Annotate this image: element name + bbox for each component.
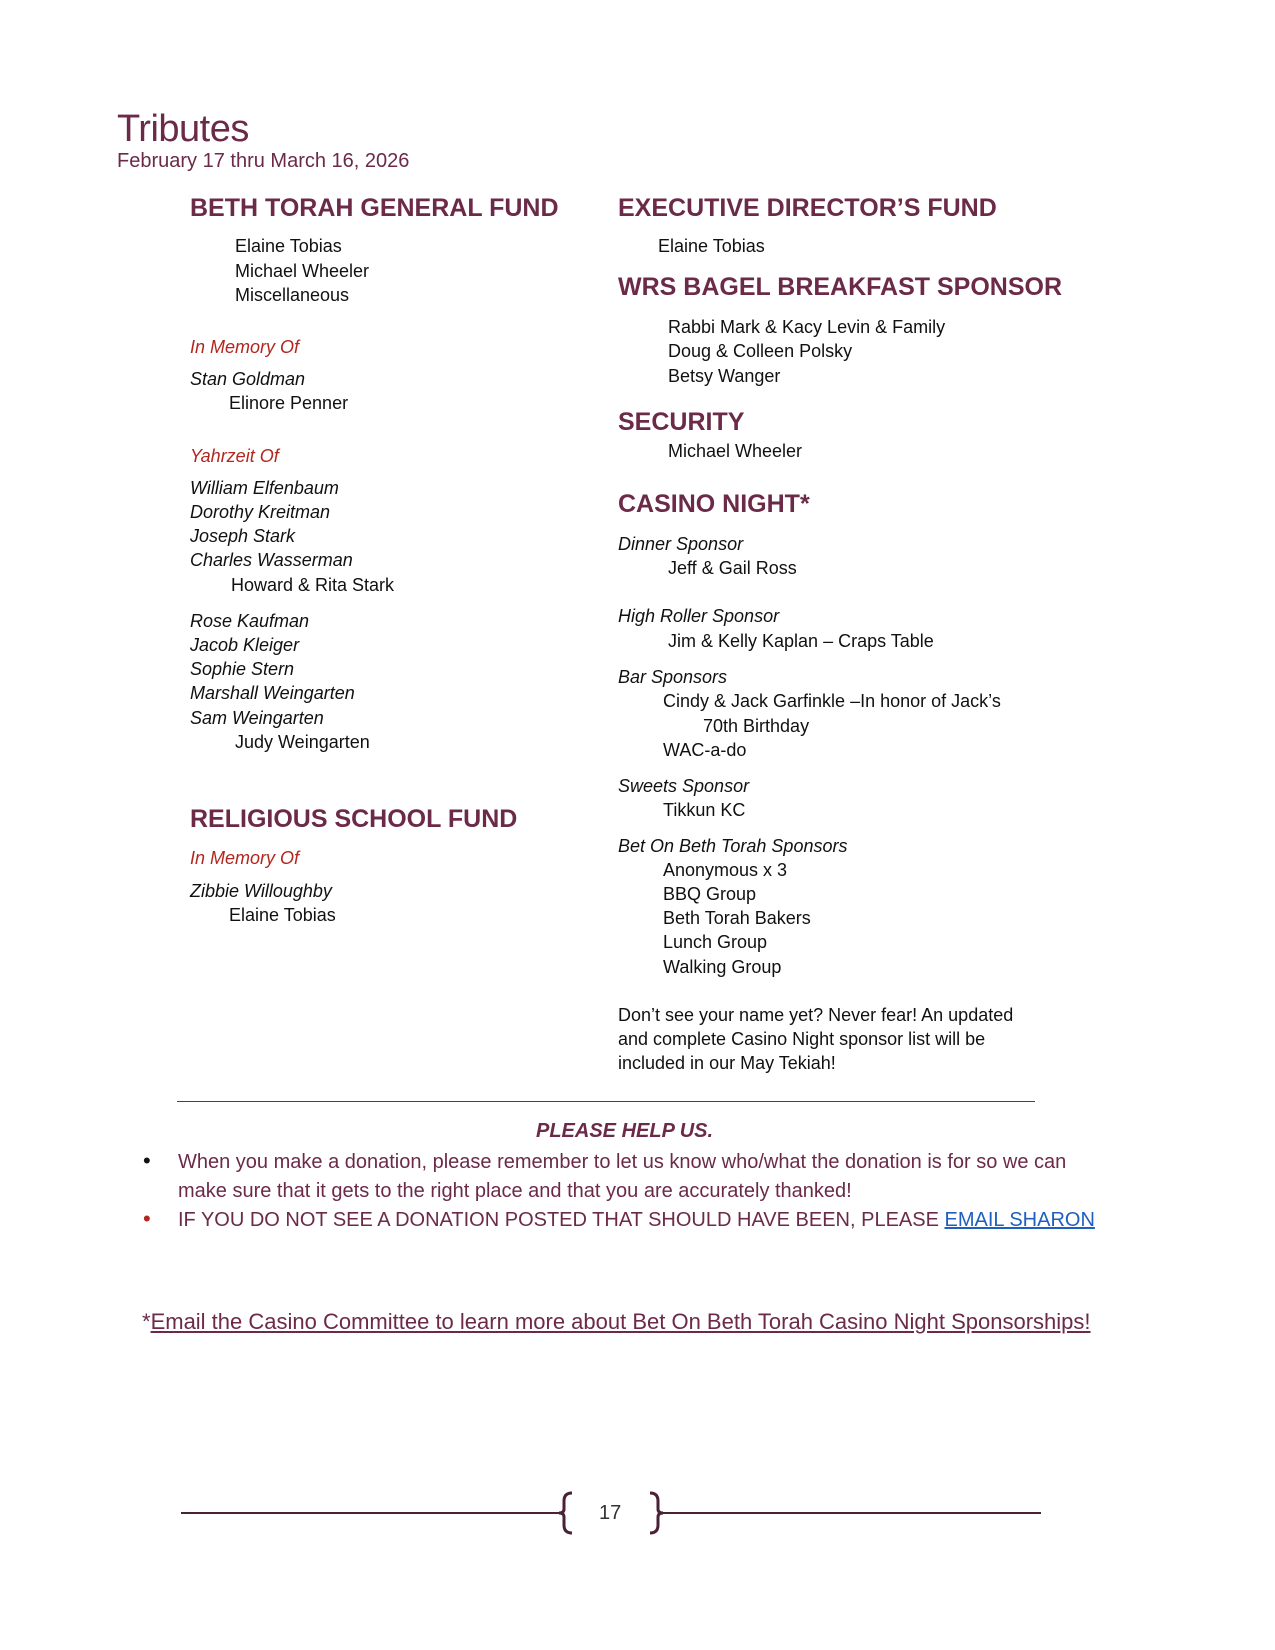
- yahrzeit-donor: Judy Weingarten: [235, 732, 370, 752]
- in-memory-label: In Memory Of: [190, 337, 300, 357]
- memory-donor: Elinore Penner: [229, 393, 349, 413]
- bet-sponsor-donor: Anonymous x 3: [663, 860, 788, 880]
- general-fund-donor: Elaine Tobias: [235, 236, 342, 256]
- section-divider: [177, 1101, 1035, 1102]
- bet-sponsor-donor: Beth Torah Bakers: [663, 908, 811, 928]
- memory-honoree: Stan Goldman: [190, 369, 306, 389]
- bar-sponsor-donor: Cindy & Jack Garfinkle –In honor of Jack’s: [663, 691, 1001, 711]
- general-fund-heading: BETH TORAH GENERAL FUND: [190, 194, 559, 222]
- bagel-donor: Doug & Colleen Polsky: [668, 341, 853, 361]
- high-roller-donor: Jim & Kelly Kaplan – Craps Table: [668, 631, 934, 651]
- casino-committee-note: [142, 1309, 1091, 1335]
- memory-honoree: Zibbie Willoughby: [190, 881, 332, 901]
- yahrzeit-honoree: Dorothy Kreitman: [190, 502, 331, 522]
- page-number: 17: [599, 1502, 622, 1524]
- high-roller-label: High Roller Sponsor: [618, 606, 780, 626]
- casino-note-line: included in our May Tekiah!: [618, 1053, 836, 1073]
- date-range: February 17 thru March 16, 2026: [117, 150, 410, 172]
- bet-sponsors-label: Bet On Beth Torah Sponsors: [618, 836, 848, 856]
- footer-rule-right: [662, 1512, 1041, 1514]
- bet-sponsor-donor: BBQ Group: [663, 884, 757, 904]
- yahrzeit-donor: Howard & Rita Stark: [231, 575, 395, 595]
- security-donor: Michael Wheeler: [668, 441, 803, 461]
- bagel-donor: Rabbi Mark & Kacy Levin & Family: [668, 317, 946, 337]
- yahrzeit-honoree: Sophie Stern: [190, 659, 295, 679]
- help-bullet-line: [178, 1205, 1095, 1235]
- sweets-sponsor-label: Sweets Sponsor: [618, 776, 750, 796]
- yahrzeit-honoree: Jacob Kleiger: [190, 635, 300, 655]
- email-sharon-link[interactable]: EMAIL SHARON: [944, 1209, 1095, 1231]
- asterisk: *: [142, 1309, 151, 1334]
- bar-sponsor-donor: WAC-a-do: [663, 740, 747, 760]
- help-bullet-line: make sure that it gets to the right place and that you are accurately thanked!: [178, 1180, 852, 1202]
- bagel-heading: WRS BAGEL BREAKFAST SPONSOR: [618, 273, 1063, 301]
- bar-sponsors-label: Bar Sponsors: [618, 667, 728, 687]
- page-title: Tributes: [117, 108, 249, 150]
- casino-committee-link[interactable]: Email the Casino Committee to learn more about Bet On Beth Torah Casino Night Sponsorships!: [150, 1309, 1091, 1334]
- security-heading: SECURITY: [618, 408, 745, 436]
- yahrzeit-honoree: William Elfenbaum: [190, 478, 339, 498]
- yahrzeit-honoree: Sam Weingarten: [190, 708, 324, 728]
- left-bracket-icon: [556, 1491, 576, 1535]
- memory-donor: Elaine Tobias: [229, 905, 336, 925]
- religious-school-heading: RELIGIOUS SCHOOL FUND: [190, 805, 518, 833]
- dinner-sponsor-label: Dinner Sponsor: [618, 534, 744, 554]
- bet-sponsor-donor: Lunch Group: [663, 932, 768, 952]
- casino-note-line: Don’t see your name yet? Never fear! An updated: [618, 1005, 1014, 1025]
- bagel-donor: Betsy Wanger: [668, 366, 781, 386]
- help-bullet-line: When you make a donation, please remember to let us know who/what the donation is for so we can: [178, 1151, 1067, 1173]
- yahrzeit-honoree: Marshall Weingarten: [190, 683, 355, 703]
- bullet-dot: •: [143, 1148, 151, 1173]
- general-fund-donor: Michael Wheeler: [235, 261, 370, 281]
- casino-note-line: and complete Casino Night sponsor list will be: [618, 1029, 986, 1049]
- general-fund-donor: Miscellaneous: [235, 285, 350, 305]
- bar-sponsor-donor-cont: 70th Birthday: [703, 716, 810, 736]
- sweets-sponsor-donor: Tikkun KC: [663, 800, 746, 820]
- exec-fund-donor: Elaine Tobias: [658, 236, 765, 256]
- help-title: PLEASE HELP US.: [536, 1120, 714, 1142]
- yahrzeit-label: Yahrzeit Of: [190, 446, 279, 466]
- help-bullet-text: IF YOU DO NOT SEE A DONATION POSTED THAT SHOULD HAVE BEEN, PLEASE: [178, 1209, 945, 1231]
- dinner-sponsor-donor: Jeff & Gail Ross: [668, 558, 797, 578]
- bullet-dot: •: [143, 1206, 151, 1231]
- in-memory-label: In Memory Of: [190, 848, 300, 868]
- yahrzeit-honoree: Charles Wasserman: [190, 550, 353, 570]
- yahrzeit-honoree: Joseph Stark: [190, 526, 296, 546]
- bet-sponsor-donor: Walking Group: [663, 957, 782, 977]
- casino-heading: CASINO NIGHT*: [618, 490, 810, 518]
- yahrzeit-honoree: Rose Kaufman: [190, 611, 310, 631]
- exec-fund-heading: EXECUTIVE DIRECTOR’S FUND: [618, 194, 997, 222]
- footer-rule-left: [181, 1512, 560, 1514]
